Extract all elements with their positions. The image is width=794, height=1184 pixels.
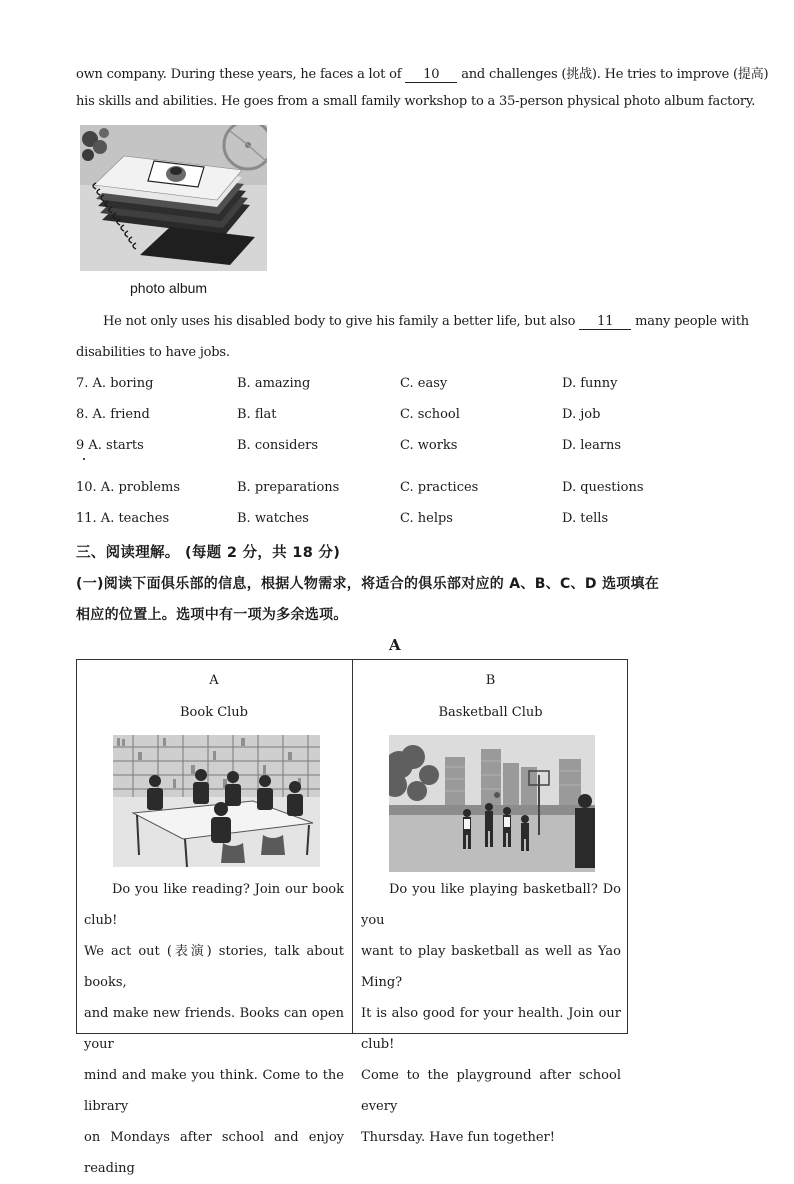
blank-11: 11 xyxy=(579,315,631,330)
club-a-line: and make new friends. Books can open your xyxy=(84,1006,344,1052)
option-a: 7. A. boring xyxy=(76,376,154,391)
book-club-photo xyxy=(113,735,320,867)
club-a-line: Do you like reading? Join our book club! xyxy=(84,882,344,928)
club-b-line: Thursday. Have fun together! xyxy=(361,1130,555,1145)
blank-10: 10 xyxy=(405,68,457,83)
club-a-description xyxy=(84,874,344,1184)
option-d: D. learns xyxy=(562,438,622,453)
club-b-line: Do you like playing basketball? Do you xyxy=(361,882,621,928)
passage-line-1-end: and challenges (挑战). He tries to improve (提高) xyxy=(457,67,769,82)
option-b: B. watches xyxy=(237,511,309,526)
option-d: D. questions xyxy=(562,480,644,495)
photo-album-image xyxy=(80,125,267,271)
club-a-line: We act out (表演) stories, talk about books, xyxy=(84,944,344,990)
option-b: B. amazing xyxy=(237,376,311,391)
option-c: C. school xyxy=(400,407,460,422)
section-heading: 三、阅读理解。 (每题 2 分，共 18 分) xyxy=(76,545,341,561)
option-d: D. tells xyxy=(562,511,609,526)
library-illustration xyxy=(113,735,320,867)
passage-line-1 xyxy=(76,63,768,83)
option-d: D. funny xyxy=(562,376,618,391)
option-a: 10. A. problems xyxy=(76,480,180,495)
club-b-line: It is also good for your health. Join our club! xyxy=(361,1006,621,1052)
club-b-line: want to play basketball as well as Yao Ming? xyxy=(361,944,621,990)
club-b-line: Come to the playground after school every xyxy=(361,1068,621,1114)
passage-line-3 xyxy=(103,314,749,330)
club-a-name: Book Club xyxy=(179,705,248,720)
club-b-name: Basketball Club xyxy=(438,705,543,720)
option-b: B. considers xyxy=(237,438,319,453)
basketball-court-illustration xyxy=(389,735,595,872)
image-caption: photo album xyxy=(130,280,208,296)
part-label: A xyxy=(389,636,401,654)
club-b-description xyxy=(361,874,621,1153)
club-a-line: on Mondays after school and enjoy reading xyxy=(84,1130,344,1176)
passage-line-1-start: own company. During these years, he faces a lot of xyxy=(76,67,406,82)
passage-line-3-end: many people with xyxy=(631,314,749,329)
option-c: C. practices xyxy=(400,480,479,495)
option-a: 9 A. starts xyxy=(76,438,144,453)
club-b-letter: B xyxy=(485,673,496,688)
section-instruction-line-1: (一)阅读下面俱乐部的信息，根据人物需求，将适合的俱乐部对应的 A、B、C、D 选项填在 xyxy=(76,576,660,592)
passage-line-2: his skills and abilities. He goes from a small family workshop to a 35-person physical photo album factory. xyxy=(76,94,756,109)
option-b: B. preparations xyxy=(237,480,340,495)
option-c: C. helps xyxy=(400,511,453,526)
option-a: 11. A. teaches xyxy=(76,511,170,526)
club-a-line: mind and make you think. Come to the library xyxy=(84,1068,344,1114)
photo-album-illustration xyxy=(80,125,267,271)
option-c: C. easy xyxy=(400,376,448,391)
stray-dot-mark xyxy=(83,458,85,460)
passage-line-3-start: He not only uses his disabled body to give his family a better life, but also xyxy=(103,314,580,329)
basketball-club-photo xyxy=(389,735,595,872)
option-b: B. flat xyxy=(237,407,277,422)
section-instruction-line-2: 相应的位置上。选项中有一项为多余选项。 xyxy=(76,607,348,623)
option-a: 8. A. friend xyxy=(76,407,150,422)
club-a-letter: A xyxy=(209,673,219,688)
passage-line-4: disabilities to have jobs. xyxy=(76,345,230,360)
option-d: D. job xyxy=(562,407,601,422)
option-c: C. works xyxy=(400,438,458,453)
